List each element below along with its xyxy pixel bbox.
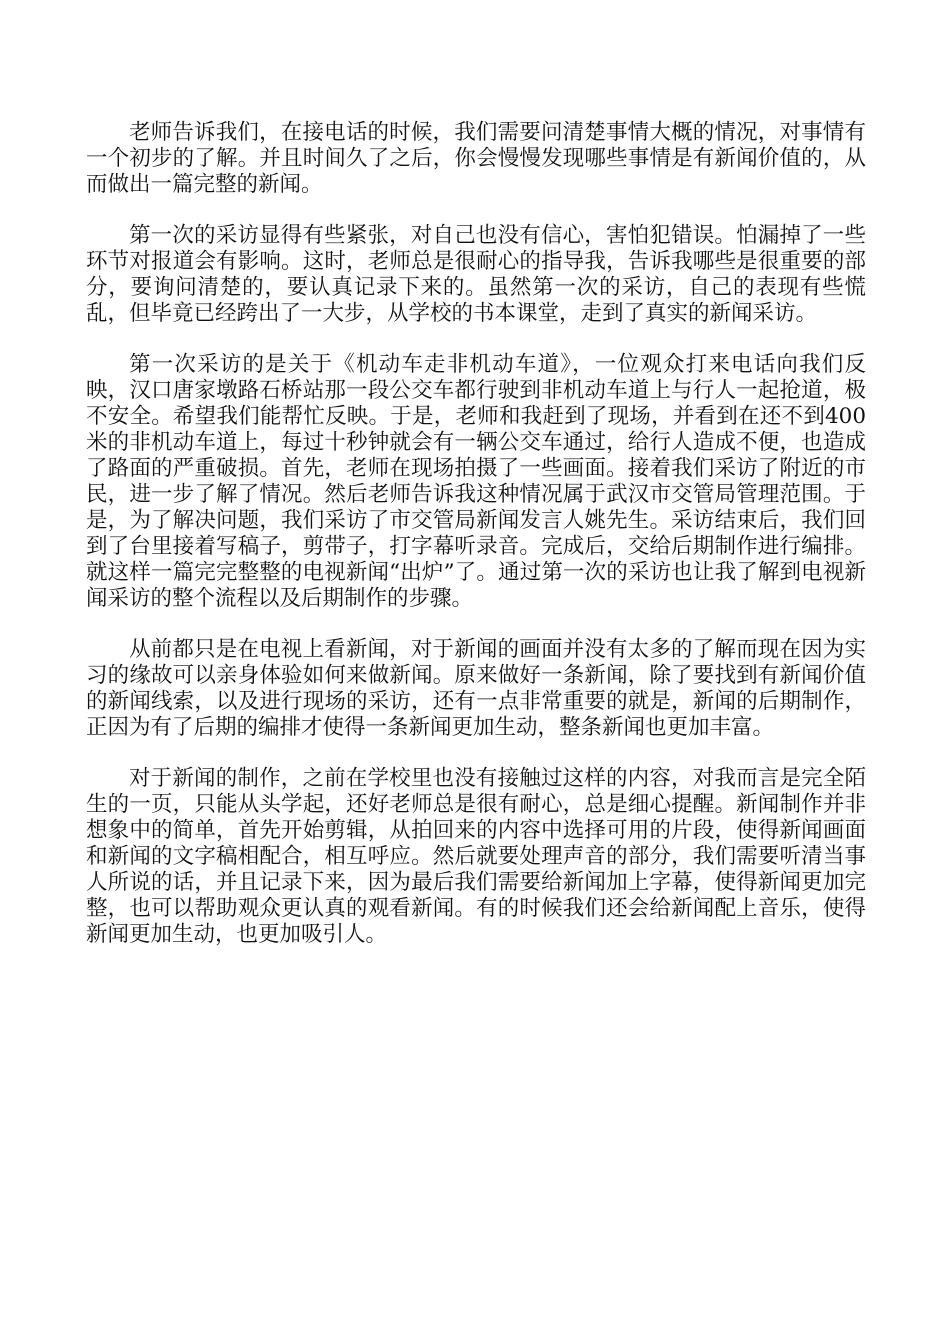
paragraph-1: 老师告诉我们，在接电话的时候，我们需要问清楚事情大概的情况，对事情有一个初步的了解。并且时间久了之后，你会慢慢发现哪些事情是有新闻价值的，从而做出一篇完整的新闻。: [86, 120, 866, 197]
document-body: [86, 120, 866, 973]
paragraph-2: 第一次的采访显得有些紧张，对自己也没有信心，害怕犯错误。怕漏掉了一些环节对报道会有影响。这时，老师总是很耐心的指导我，告诉我哪些是很重要的部分，要询问清楚的，要认真记录下来的。虽然第一次的采访，自己的表现有些慌乱，但毕竟已经跨出了一大步，从学校的书本课堂，走到了真实的新闻采访。: [86, 223, 866, 326]
paragraph-3: 第一次采访的是关于《机动车走非机动车道》，一位观众打来电话向我们反映，汉口唐家墩路石桥站那一段公交车都行驶到非机动车道上与行人一起抢道，极不安全。希望我们能帮忙反映。于是，老师和我赶到了现场，并看到在还不到400米的非机动车道上，每过十秒钟就会有一辆公交车通过，给行人造成不便，也造成了路面的严重破损。首先，老师在现场拍摄了一些画面。接着我们采访了附近的市民，进一步了解了情况。然后老师告诉我这种情况属于武汉市交管局管理范围。于是，为了解决问题，我们采访了市交管局新闻发言人姚先生。采访结束后，我们回到了台里接着写稿子，剪带子，打字幕听录音。完成后，交给后期制作进行编排。就这样一篇完完整整的电视新闻“出炉”了。通过第一次的采访也让我了解到电视新闻采访的整个流程以及后期制作的步骤。: [86, 352, 866, 611]
paragraph-5: 对于新闻的制作，之前在学校里也没有接触过这样的内容，对我而言是完全陌生的一页，只能从头学起，还好老师总是很有耐心，总是细心提醒。新闻制作并非想象中的简单，首先开始剪辑，从拍回来的内容中选择可用的片段，使得新闻画面和新闻的文字稿相配合，相互呼应。然后就要处理声音的部分，我们需要听清当事人所说的话，并且记录下来，因为最后我们需要给新闻加上字幕，使得新闻更加完整，也可以帮助观众更认真的观看新闻。有的时候我们还会给新闻配上音乐，使得新闻更加生动，也更加吸引人。: [86, 766, 866, 947]
paragraph-4: 从前都只是在电视上看新闻，对于新闻的画面并没有太多的了解而现在因为实习的缘故可以亲身体验如何来做新闻。原来做好一条新闻，除了要找到有新闻价值的新闻线索，以及进行现场的采访，还有一点非常重要的就是，新闻的后期制作，正因为有了后期的编排才使得一条新闻更加生动，整条新闻也更加丰富。: [86, 637, 866, 740]
